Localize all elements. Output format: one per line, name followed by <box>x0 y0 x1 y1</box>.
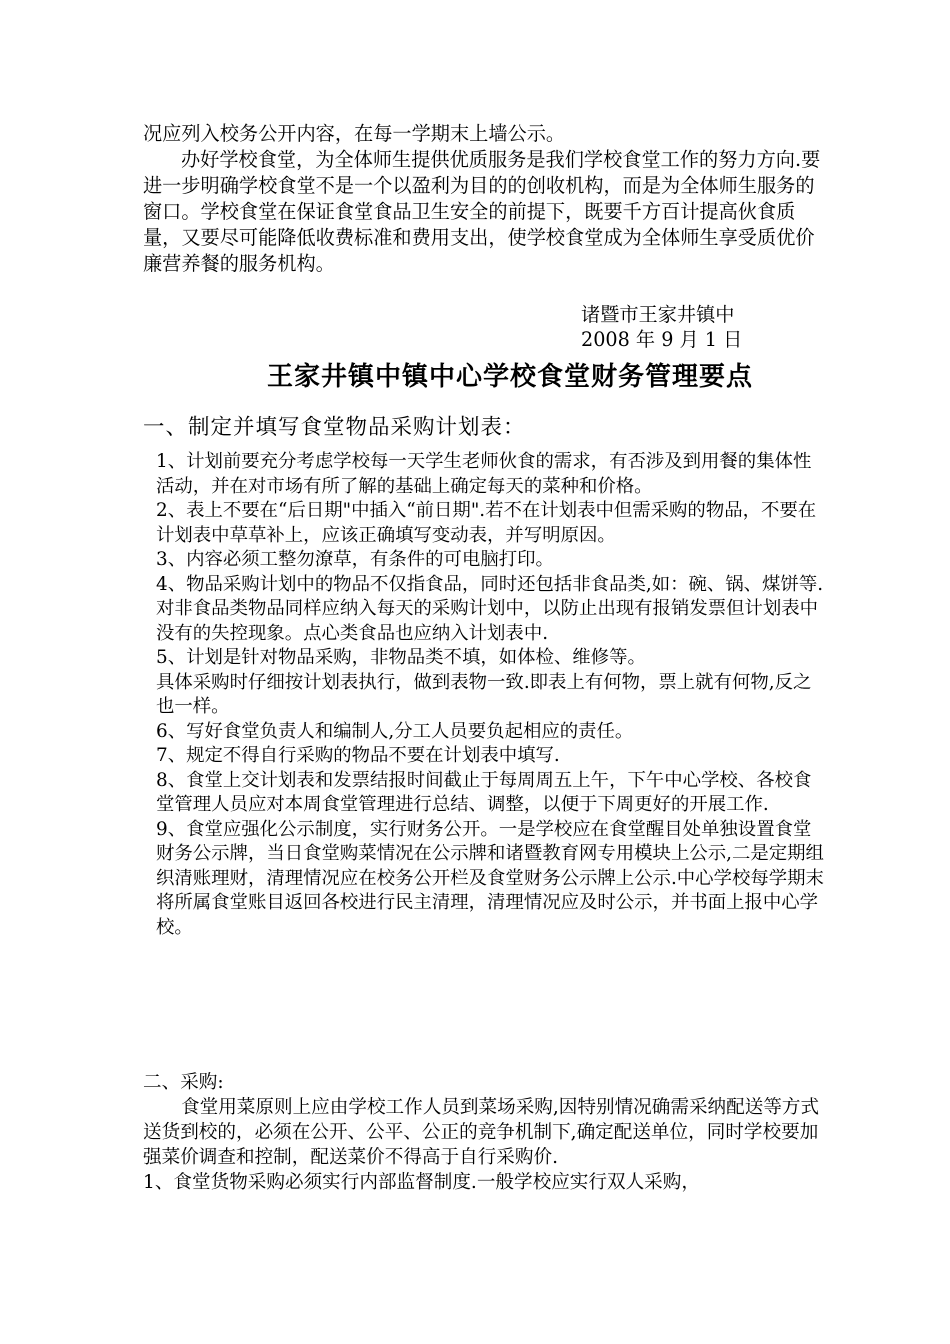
intro-line: 况应列入校务公开内容，在每一学期末上墙公示。 <box>143 122 566 145</box>
intro-text <box>143 121 823 277</box>
list-item: 2、表上不要在“后日期"中插入“前日期".若不在计划表中但需采购的物品，不要在计划表中草草补上，应该正确填写变动表，并写明原因。 <box>156 500 817 546</box>
signature-date: 2008 年 9 月 1 日 <box>581 328 743 351</box>
list-item: 9、食堂应强化公示制度，实行财务公开。一是学校应在食堂醒目处单独设置食堂财务公示牌，当日食堂购菜情况在公示牌和诸暨教育网专用模块上公示,二是定期组织清账理财，清理情况应在校务公开栏及食堂财务公示牌上公示.中心学校每学期末将所属食堂账目返回各校进行民主清理，清理情况应及时公示，并书面上报中心学校。 <box>156 818 824 938</box>
intro-paragraph: 办好学校食堂，为全体师生提供优质服务是我们学校食堂工作的努力方向.要进一步明确学校食堂不是一个以盈利为目的的创收机构，而是为全体师生服务的窗口。学校食堂在保证食堂食品卫生安全的前提下，既要千方百计提高伙食质量，又要尽可能降低收费标准和费用支出，使学校食堂成为全体师生享受质优价廉营养餐的服务机构。 <box>143 148 821 275</box>
item-list <box>156 450 824 940</box>
list-item: 5、计划是针对物品采购，非物品类不填，如体检、维修等。 <box>156 647 646 668</box>
page-title: 王家井镇中镇中心学校食堂财务管理要点 <box>266 362 753 392</box>
list-item: 1、计划前要充分考虑学校每一天学生老师伙食的需求，有否涉及到用餐的集体性活动，并在对市场有所了解的基础上确定每天的菜种和价格。 <box>156 451 812 497</box>
section-purchasing <box>143 1070 823 1195</box>
section-heading: 一、制定并填写食堂物品采购计划表： <box>143 415 526 440</box>
list-item: 4、物品采购计划中的物品不仅指食品，同时还包括非食品类,如：碗、锅、煤饼等.对非食品类物品同样应纳入每天的采购计划中，以防止出现有报销发票但计划表中没有的失控现象。点心类食品也应纳入计划表中. <box>156 573 824 644</box>
list-item: 6、写好食堂负责人和编制人,分工人员要负起相应的责任。 <box>156 720 634 742</box>
list-item: 3、内容必须工整勿潦草，有条件的可电脑打印。 <box>156 549 554 570</box>
signature-block <box>581 302 841 352</box>
section-paragraph: 食堂用菜原则上应由学校工作人员到菜场采购,因特别情况确需采纳配送等方式送货到校的，必须在公开、公平、公正的竞争机制下,确定配送单位，同时学校要加强菜价调查和控制，配送菜价不得高于自行采购价. <box>143 1097 820 1168</box>
signature-org: 诸暨市王家井镇中 <box>581 303 735 326</box>
list-item: 8、食堂上交计划表和发票结报时间截止于每周周五上午，下午中心学校、各校食堂管理人员应对本周食堂管理进行总结、调整，以便于下周更好的开展工作. <box>156 769 812 815</box>
list-item: 7、规定不得自行采购的物品不要在计划表中填写. <box>156 745 560 766</box>
section-heading: 二、采购: <box>143 1072 224 1093</box>
list-item: 具体采购时仔细按计划表执行，做到表物一致.即表上有何物，票上就有何物,反之也一样。 <box>156 671 812 717</box>
list-item: 1、食堂货物采购必须实行内部监督制度.一般学校应实行双人采购， <box>143 1172 700 1193</box>
